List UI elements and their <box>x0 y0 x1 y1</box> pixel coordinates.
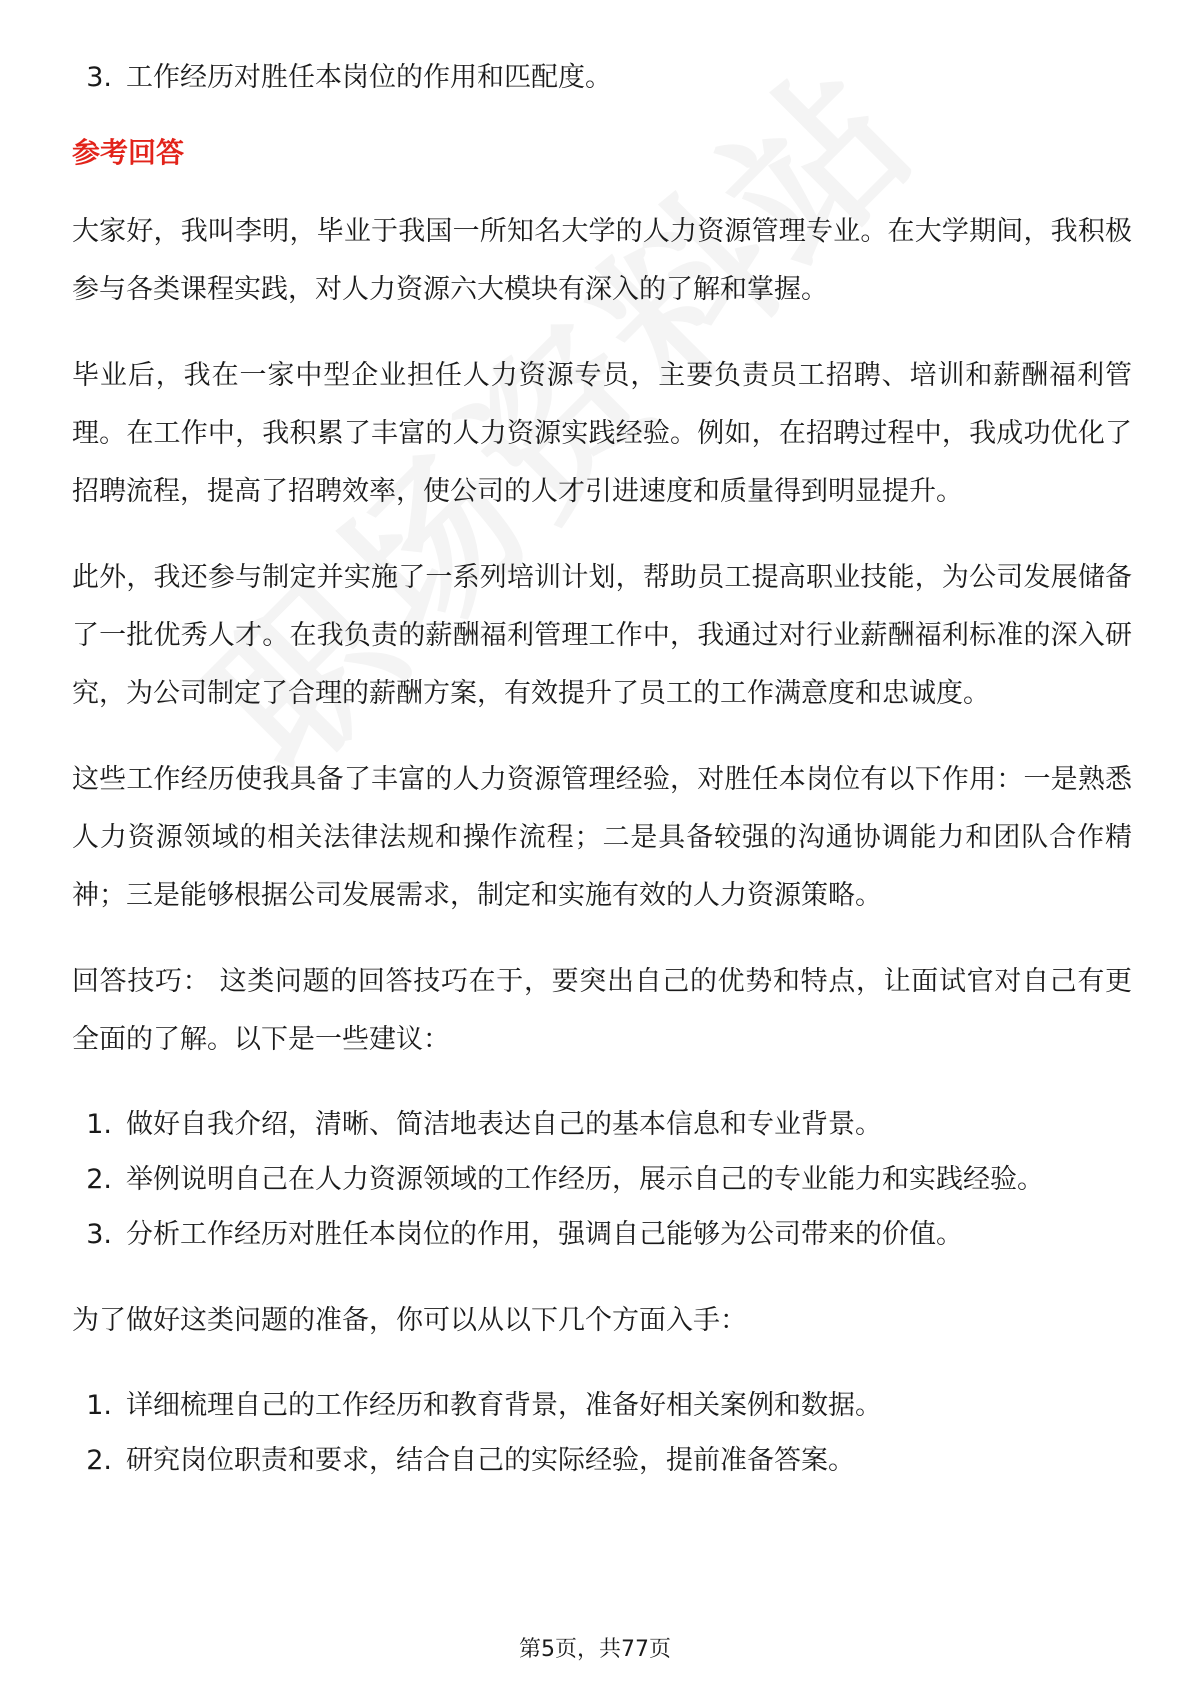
list-text: 研究岗位职责和要求，结合自己的实际经验，提前准备答案。 <box>126 1445 855 1476</box>
list-number: 3. <box>86 62 112 93</box>
paragraph-tips: 回答技巧： 这类问题的回答技巧在于，要突出自己的优势和特点，让面试官对自己有更全面的了解。以下是一些建议： <box>72 966 1132 1055</box>
paragraph-experience: 毕业后，我在一家中型企业担任人力资源专员，主要负责员工招聘、培训和薪酬福利管理。在工作中，我积累了丰富的人力资源实践经验。例如，在招聘过程中，我成功优化了招聘流程，提高了招聘效率，使公司的人才引进速度和质量得到明显提升。 <box>72 360 1132 507</box>
paragraph-intro: 大家好，我叫李明，毕业于我国一所知名大学的人力资源管理专业。在大学期间，我积极参与各类课程实践，对人力资源六大模块有深入的了解和掌握。 <box>72 216 1132 305</box>
list-text: 做好自我介绍，清晰、简洁地表达自己的基本信息和专业背景。 <box>126 1109 882 1140</box>
list-text: 举例说明自己在人力资源领域的工作经历，展示自己的专业能力和实践经验。 <box>126 1164 1044 1195</box>
paragraph-training: 此外，我还参与制定并实施了一系列培训计划，帮助员工提高职业技能，为公司发展储备了一批优秀人才。在我负责的薪酬福利管理工作中，我通过对行业薪酬福利标准的深入研究，为公司制定了合理的薪酬方案，有效提升了员工的工作满意度和忠诚度。 <box>72 562 1132 709</box>
tips-list <box>72 1097 1132 1262</box>
list-item <box>72 1433 1132 1488</box>
list-number: 3. <box>86 1219 112 1250</box>
paragraph-value: 这些工作经历使我具备了丰富的人力资源管理经验，对胜任本岗位有以下作用：一是熟悉人力资源领域的相关法律法规和操作流程；二是具备较强的沟通协调能力和团队合作精神；三是能够根据公司发展需求，制定和实施有效的人力资源策略。 <box>72 764 1132 911</box>
list-number: 2. <box>86 1445 112 1476</box>
top-list <box>72 50 1132 105</box>
list-number: 1. <box>86 1109 112 1140</box>
prep-list <box>72 1378 1132 1488</box>
list-item <box>72 50 1132 105</box>
document-body <box>72 50 1132 1518</box>
list-item <box>72 1207 1132 1262</box>
list-text: 详细梳理自己的工作经历和教育背景，准备好相关案例和数据。 <box>126 1390 882 1421</box>
list-item <box>72 1097 1132 1152</box>
list-number: 1. <box>86 1390 112 1421</box>
list-text: 工作经历对胜任本岗位的作用和匹配度。 <box>126 62 612 93</box>
list-item <box>72 1378 1132 1433</box>
list-text: 分析工作经历对胜任本岗位的作用，强调自己能够为公司带来的价值。 <box>126 1219 963 1250</box>
section-heading: 参考回答 <box>72 136 185 169</box>
list-number: 2. <box>86 1164 112 1195</box>
list-item <box>72 1152 1132 1207</box>
paragraph-prep-intro: 为了做好这类问题的准备，你可以从以下几个方面入手： <box>72 1305 747 1336</box>
page-footer: 第5页，共77页 <box>519 1637 671 1662</box>
